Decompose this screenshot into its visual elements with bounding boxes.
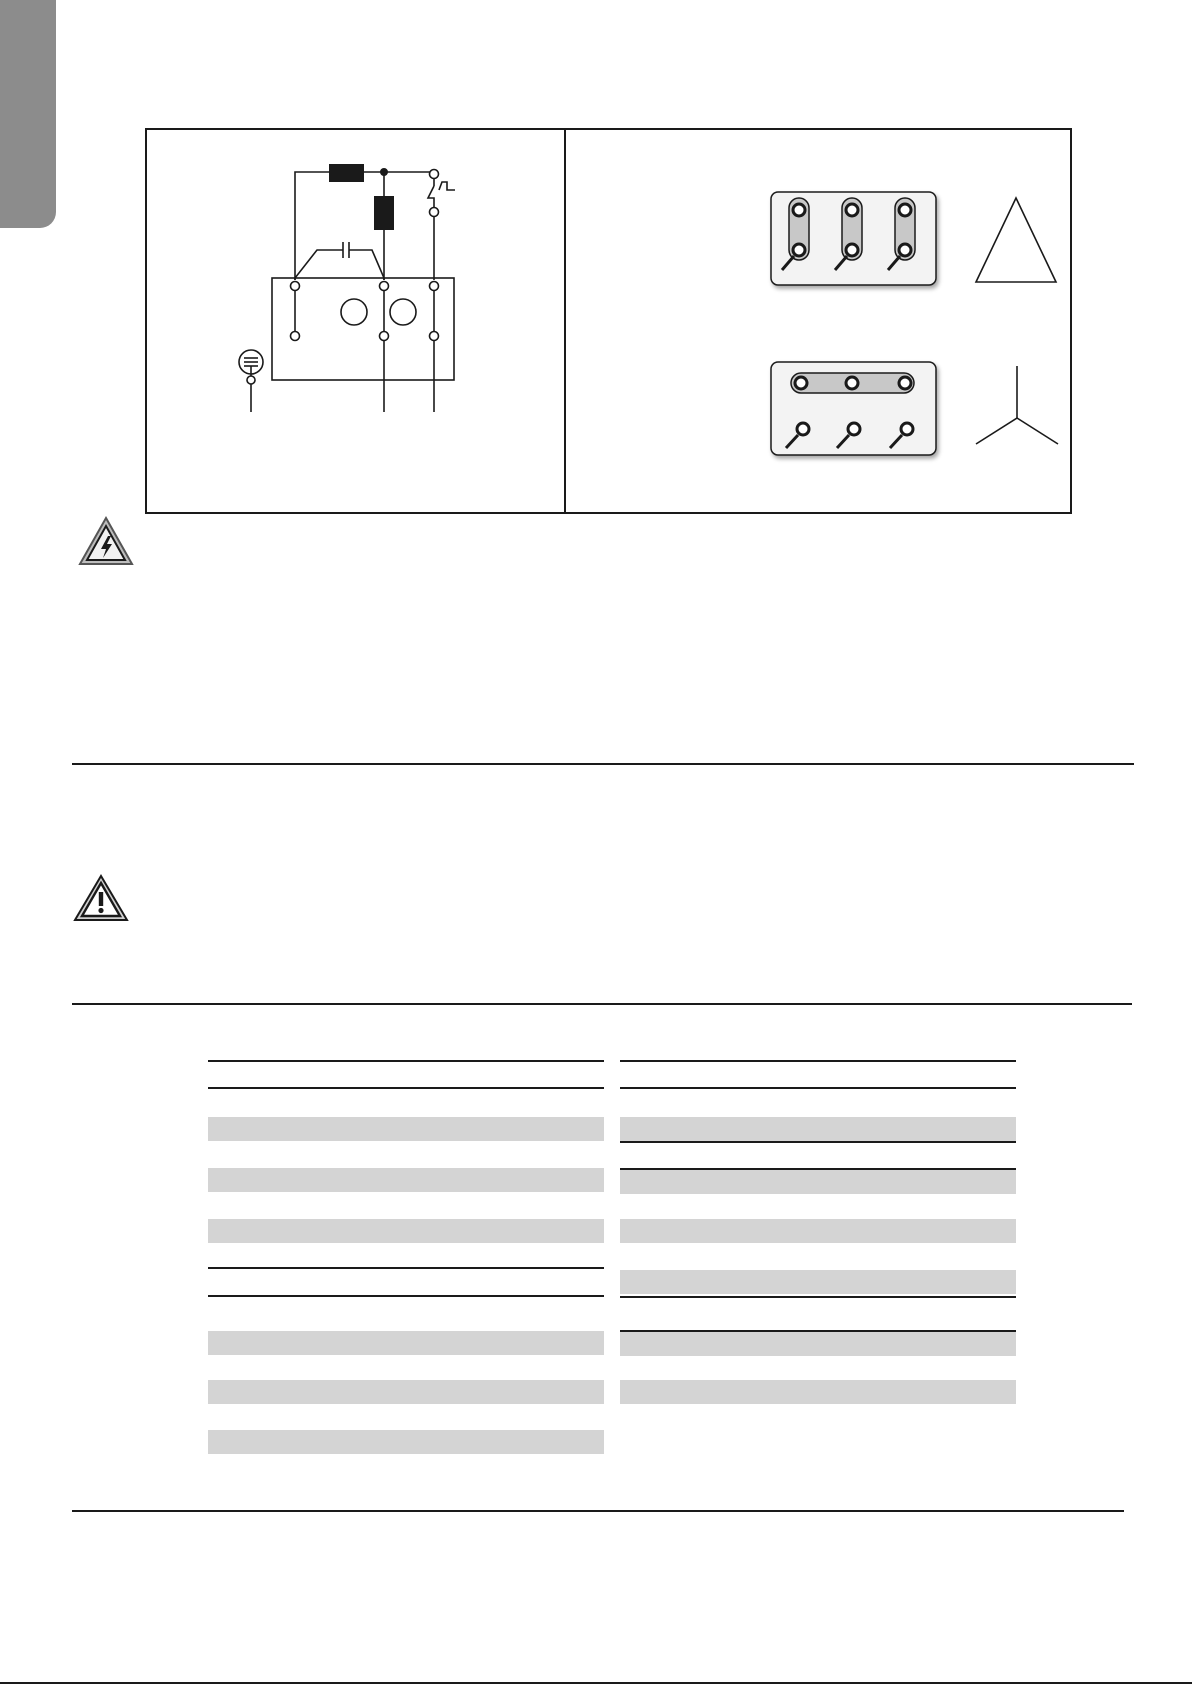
table-line [620, 1060, 1016, 1062]
section-divider-1 [72, 763, 1134, 765]
table-row [620, 1219, 1016, 1243]
section-tab [0, 0, 56, 228]
high-voltage-warning-icon [76, 514, 136, 573]
section-divider-3 [72, 1510, 1124, 1512]
table-row [208, 1430, 604, 1454]
table-row [208, 1117, 604, 1141]
delta-symbol [976, 198, 1056, 282]
table-line [620, 1296, 1016, 1298]
table-row [208, 1219, 604, 1243]
star-terminal-board [771, 362, 936, 455]
wiring-schematic [147, 130, 564, 512]
table-row [620, 1117, 1016, 1141]
section-divider-2 [72, 1003, 1132, 1005]
page-bottom-rule [0, 1682, 1192, 1684]
spec-table-left [208, 1060, 604, 1456]
wiring-schematic-drawing [147, 130, 564, 516]
resistor-2 [374, 196, 394, 230]
terminal-connections-drawing [566, 130, 1070, 516]
table-line [620, 1087, 1016, 1089]
table-line [620, 1141, 1016, 1143]
star-symbol [976, 366, 1058, 444]
caution-warning-icon [72, 873, 130, 928]
terminal-connections [566, 130, 1070, 512]
delta-terminal-board [771, 192, 936, 285]
diagram-frame [145, 128, 1072, 514]
table-row [208, 1380, 604, 1404]
spec-table-right [620, 1060, 1016, 1410]
table-line [208, 1060, 604, 1062]
resistor-1 [329, 164, 364, 182]
table-line [208, 1087, 604, 1089]
table-row [620, 1380, 1016, 1404]
table-row [620, 1332, 1016, 1356]
table-line [208, 1267, 604, 1269]
table-line [208, 1295, 604, 1297]
table-row [620, 1270, 1016, 1294]
table-row [620, 1170, 1016, 1194]
table-row [208, 1331, 604, 1355]
table-row [208, 1168, 604, 1192]
